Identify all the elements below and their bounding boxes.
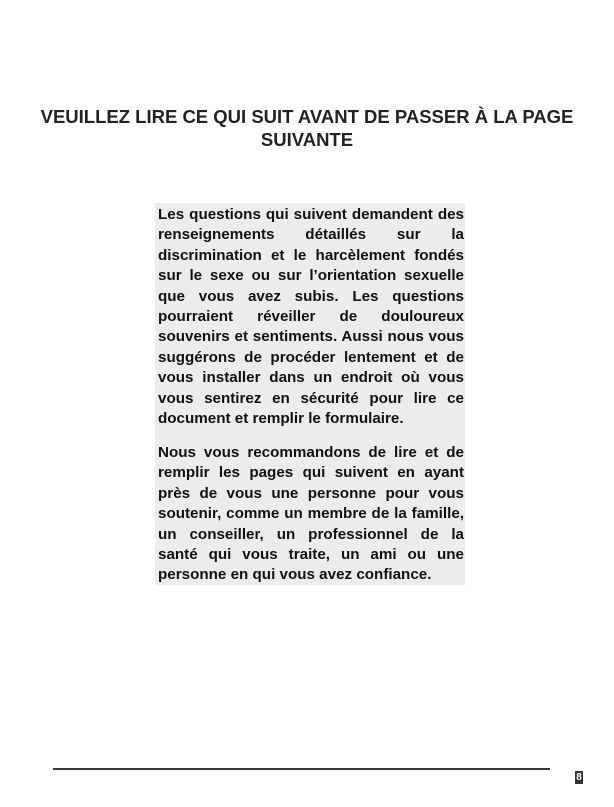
footer-rule	[53, 768, 550, 770]
notice-paragraph-2: Nous vous recommandons de lire et de remplir les pages qui suivent en ayant près de vous une personne pour vous soutenir, comme un membre de la famille, un conseiller, un professionnel de la santé qui vous traite, un ami ou une personne en qui vous avez confiance.	[158, 444, 464, 584]
page-title: VEUILLEZ LIRE CE QUI SUIT AVANT DE PASSER À LA PAGE SUIVANTE	[40, 106, 574, 150]
page-number: 8	[576, 772, 582, 783]
notice-paragraph-1: Les questions qui suivent demandent des renseignements détaillés sur la discrimination et le harcèlement fondés sur le sexe ou sur l’orientation sexuelle que vous avez subis. Les questions pourraient réveiller de douloureux souvenirs et sentiments. Aussi nous vous suggérons de procéder lentement et de vous installer dans un endroit où vous vous sentirez en sécurité pour lire ce document et remplir le formulaire.	[158, 206, 464, 428]
